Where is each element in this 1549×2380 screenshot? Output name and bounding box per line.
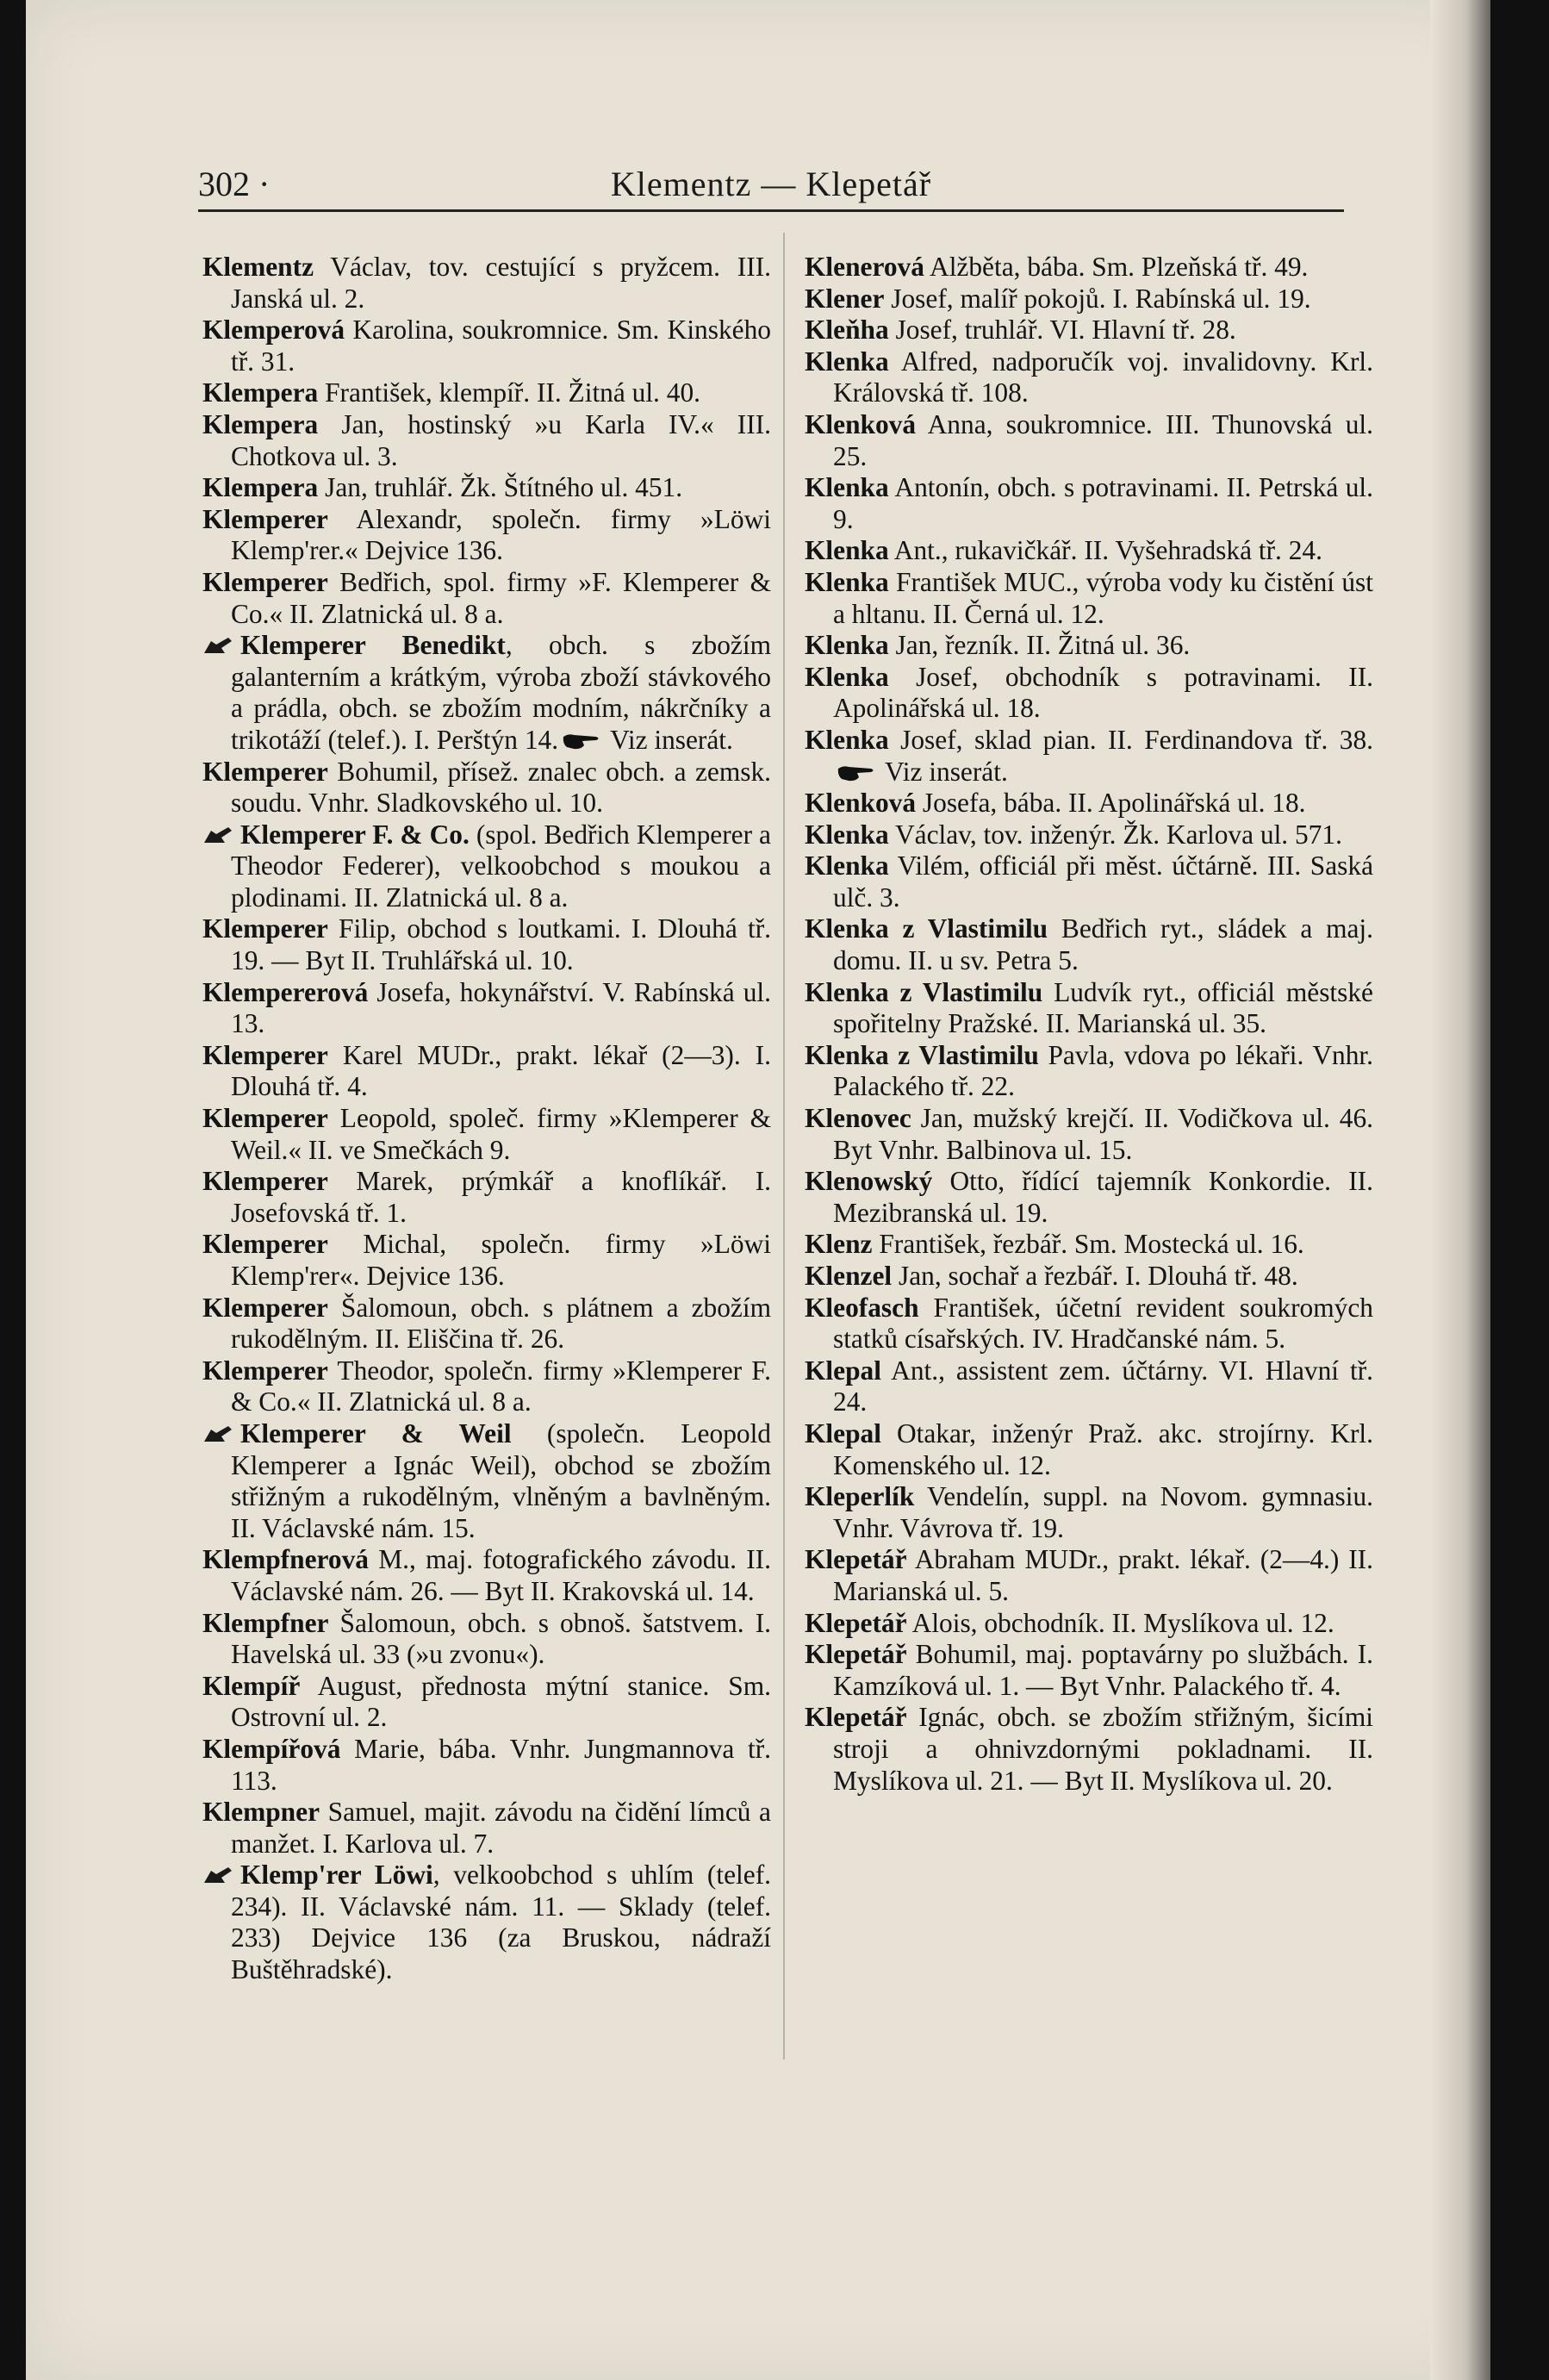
directory-entry xyxy=(202,1671,771,1734)
entry-name: Klenka xyxy=(805,724,889,755)
directory-entry xyxy=(202,1544,771,1607)
entry-name: Klempíř xyxy=(202,1670,301,1701)
directory-entry xyxy=(805,535,1373,567)
directory-entry xyxy=(202,630,771,756)
entry-details: Vendelín, suppl. na Novom. gymnasiu. Vnhr. Vávrova tř. 19. xyxy=(833,1481,1373,1543)
entry-name: Klemperová xyxy=(202,315,345,346)
column-gutter xyxy=(783,233,785,2059)
entry-details: Ant., assistent zem. účtárny. VI. Hlavní tř. 24. xyxy=(833,1355,1373,1417)
directory-entry xyxy=(805,662,1373,725)
entry-details: Filip, obchod s loutkami. I. Dlouhá tř. 19. — Byt II. Truhlářská ul. 10. xyxy=(231,913,771,976)
entry-details: František MUC., výroba vody ku čistění úst a hltanu. II. Černá ul. 12. xyxy=(833,566,1373,629)
directory-entry xyxy=(202,1229,771,1292)
directory-entry xyxy=(805,1293,1373,1355)
entry-name: Klenka xyxy=(805,472,889,503)
entry-name: Klepal xyxy=(805,1417,881,1449)
entry-details: Jan, sochař a řezbář. I. Dlouhá tř. 48. xyxy=(892,1261,1298,1291)
entry-details: (spol. Bedřich Klemperer a Theodor Federer), velkoobchod s moukou a plodinami. II. Zlatnická ul. 8 a. xyxy=(231,819,771,913)
entry-see-ad: Viz inserát. xyxy=(610,724,733,755)
directory-entry xyxy=(805,283,1373,315)
right-column xyxy=(805,252,1373,1797)
entry-details: (společn. Leopold Klemperer a Ignác Weil), obchod se zbožím střižným a rukodělným, vlněným a bavlněným. II. Václavské nám. 15. xyxy=(231,1417,771,1543)
entry-name: Klener xyxy=(805,283,885,314)
entry-details: František, klempíř. II. Žitná ul. 40. xyxy=(318,377,700,408)
directory-entry xyxy=(202,819,771,914)
entry-name: Klenka xyxy=(805,535,889,566)
directory-entry xyxy=(805,1481,1373,1544)
entry-details: Václav, tov. inženýr. Žk. Karlova ul. 571. xyxy=(888,819,1342,850)
entry-details: August, přednosta mýtní stanice. Sm. Ostrovní ul. 2. xyxy=(231,1670,771,1733)
directory-entry xyxy=(805,1261,1373,1293)
directory-entry xyxy=(202,757,771,819)
directory-entry xyxy=(805,1229,1373,1261)
entry-details: Vilém, officiál při měst. účtárně. III. Saská ulč. 3. xyxy=(833,850,1373,913)
directory-entry xyxy=(805,977,1373,1040)
left-column xyxy=(202,252,771,1986)
entry-details: Bohumil, maj. poptavárny po službách. I. Kamzíková ul. 1. — Byt Vnhr. Palackého tř. 4. xyxy=(833,1639,1373,1701)
entry-details: Michal, společn. firmy »Löwi Klemp'rer«. Dejvice 136. xyxy=(231,1229,771,1291)
directory-entry xyxy=(805,1418,1373,1481)
entry-name: Klenka xyxy=(805,819,889,850)
pointing-hand-icon xyxy=(202,636,235,657)
entry-details: Marie, bába. Vnhr. Jungmannova tř. 113. xyxy=(231,1733,771,1796)
entry-name: Klemperer xyxy=(202,1039,328,1070)
entry-name: Klemperer F. & Co. xyxy=(240,819,470,850)
entry-name: Klenz xyxy=(805,1229,873,1260)
entry-name: Klepetář xyxy=(805,1639,907,1670)
entry-name: Klenka xyxy=(805,566,889,597)
entry-name: Klemperer xyxy=(202,1292,328,1323)
entry-name: Klenzel xyxy=(805,1261,893,1291)
page-number: 302 · xyxy=(198,165,271,203)
entry-details: Jan, truhlář. Žk. Štítného ul. 451. xyxy=(318,472,683,503)
entry-name: Klempererová xyxy=(202,976,369,1007)
directory-entry xyxy=(805,1040,1373,1103)
entry-name: Klenková xyxy=(805,408,917,439)
entry-name: Klempera xyxy=(202,408,319,439)
pointing-hand-icon xyxy=(202,1424,235,1445)
directory-entry xyxy=(805,850,1373,913)
entry-details: Theodor, společn. firmy »Klemperer F. & Co.« II. Zlatnická ul. 8 a. xyxy=(231,1355,771,1417)
directory-entry xyxy=(202,1040,771,1103)
entry-details: Václav, tov. cestující s pryžcem. III. Janská ul. 2. xyxy=(231,252,771,314)
entry-name: Klepetář xyxy=(805,1702,907,1733)
directory-entry xyxy=(202,504,771,567)
directory-entry xyxy=(202,977,771,1040)
directory-entry xyxy=(805,913,1373,976)
directory-entry xyxy=(805,1639,1373,1702)
directory-entry xyxy=(805,788,1373,819)
entry-details: , obch. s zbožím galanterním a krátkým, výroba zboží stávkového a prádla, obch. se zbožím modním, nákrčníky a trikotáží (telef.). I. Perštýn 14. xyxy=(231,630,771,755)
entry-details: Josef, sklad pian. II. Ferdinandova tř. 38. xyxy=(888,724,1373,755)
entry-name: Klepetář xyxy=(805,1544,907,1575)
entry-name: Klemperer Benedikt xyxy=(240,630,506,661)
entry-name: Klenowský xyxy=(805,1166,933,1197)
entry-name: Klempera xyxy=(202,377,319,408)
header-rule xyxy=(198,209,1344,212)
entry-name: Klenerová xyxy=(805,252,924,282)
directory-entry xyxy=(805,315,1373,346)
pointing-hand-icon xyxy=(202,1866,235,1886)
entry-name: Klenka z Vlastimilu xyxy=(805,913,1048,944)
entry-details: Ant., rukavičkář. II. Vyšehradská tř. 24. xyxy=(888,535,1322,566)
entry-details: Jan, řezník. II. Žitná ul. 36. xyxy=(888,630,1191,661)
entry-details: Bedřich, spol. firmy »F. Klemperer & Co.« II. Zlatnická ul. 8 a. xyxy=(231,566,771,629)
directory-entry xyxy=(202,252,771,315)
entry-name: Kleňha xyxy=(805,315,889,346)
directory-entry xyxy=(202,377,771,409)
directory-entry xyxy=(202,1355,771,1418)
entry-details: Marek, prýmkář a knoflíkář. I. Josefovská tř. 1. xyxy=(231,1166,771,1228)
pointing-finger-icon xyxy=(562,732,601,751)
entry-details: Bohumil, přísež. znalec obch. a zemsk. soudu. Vnhr. Sladkovského ul. 10. xyxy=(231,756,771,819)
entry-details: Josefa, hokynářství. V. Rabínská ul. 13. xyxy=(231,976,771,1039)
entry-name: Klenka xyxy=(805,850,889,882)
entry-name: Klenková xyxy=(805,788,917,819)
directory-entry xyxy=(202,1293,771,1355)
entry-details: Bedřich ryt., sládek a maj. domu. II. u sv. Petra 5. xyxy=(833,913,1373,976)
entry-name: Klepal xyxy=(805,1355,881,1386)
entry-details: Josef, malíř pokojů. I. Rabínská ul. 19. xyxy=(884,283,1311,314)
directory-entry xyxy=(805,252,1373,283)
directory-entry xyxy=(805,1702,1373,1797)
directory-entry xyxy=(805,1166,1373,1229)
entry-name: Klempfnerová xyxy=(202,1544,369,1575)
directory-entry xyxy=(202,1418,771,1544)
pointing-finger-icon xyxy=(837,763,876,782)
directory-entry xyxy=(202,1860,771,1985)
entry-details: Ignác, obch. se zbožím střižným, šicími stroji a ohnivzdornými pokladnami. II. Myslíkova ul. 21. — Byt II. Myslíkova ul. 20. xyxy=(833,1702,1373,1796)
entry-name: Klempner xyxy=(202,1797,320,1828)
entry-details: Abraham MUDr., prakt. lékař. (2—4.) II. Marianská ul. 5. xyxy=(833,1544,1373,1606)
entry-details: Leopold, společ. firmy »Klemperer & Weil.« II. ve Smečkách 9. xyxy=(231,1103,771,1165)
entry-details: Otto, řídící tajemník Konkordie. II. Mezibranská ul. 19. xyxy=(833,1166,1373,1228)
entry-details: Josefa, bába. II. Apolinářská ul. 18. xyxy=(916,788,1306,819)
entry-name: Klemperer xyxy=(202,1166,328,1197)
entry-details: Anna, soukromnice. III. Thunovská ul. 25. xyxy=(833,408,1373,471)
entry-details: Jan, hostinský »u Karla IV.« III. Chotkova ul. 3. xyxy=(231,408,771,471)
entry-name: Klemperer xyxy=(202,503,328,534)
entry-details: M., maj. fotografického závodu. II. Václavské nám. 26. — Byt II. Krakovská ul. 14. xyxy=(231,1544,771,1606)
entry-name: Klenka xyxy=(805,661,889,692)
entry-name: Klenovec xyxy=(805,1103,911,1134)
entry-details: Karel MUDr., prakt. lékař (2—3). I. Dlouhá tř. 4. xyxy=(231,1039,771,1102)
entry-name: Klempfner xyxy=(202,1607,329,1638)
entry-name: Klemperer & Weil xyxy=(240,1417,512,1449)
directory-entry xyxy=(202,567,771,630)
entry-details: Antonín, obch. s potravinami. II. Petrská ul. 9. xyxy=(833,472,1373,534)
entry-details: , velkoobchod s uhlím (telef. 234). II. Václavské nám. 11. — Sklady (telef. 233) Dejvice 136 (za Bruskou, nádraží Buštěhradské). xyxy=(231,1860,771,1985)
directory-entry xyxy=(202,913,771,976)
entry-details: Josef, truhlář. VI. Hlavní tř. 28. xyxy=(888,315,1236,346)
entry-details: Alois, obchodník. II. Myslíkova ul. 12. xyxy=(906,1607,1334,1638)
directory-entry xyxy=(202,1608,771,1671)
directory-entry xyxy=(805,1608,1373,1640)
directory-entry xyxy=(202,472,771,504)
entry-name: Klemperer xyxy=(202,1229,328,1260)
entry-name: Klemp'rer Löwi xyxy=(240,1860,433,1891)
running-title: Klementz — Klepetář xyxy=(610,165,932,203)
entry-see-ad: Viz inserát. xyxy=(885,756,1008,787)
entry-details: Alexandr, společn. firmy »Löwi Klemp'rer.« Dejvice 136. xyxy=(231,503,771,566)
entry-name: Kleofasch xyxy=(805,1292,919,1323)
entry-details: Josef, obchodník s potravinami. II. Apolinářská ul. 18. xyxy=(833,661,1373,724)
directory-entry xyxy=(805,409,1373,472)
entry-details: Samuel, majit. závodu na čidění límců a manžet. I. Karlova ul. 7. xyxy=(231,1797,771,1859)
pointing-hand-icon xyxy=(202,826,235,846)
directory-entry xyxy=(805,725,1373,788)
entry-details: Alfred, nadporučík voj. invalidovny. Krl. Královská tř. 108. xyxy=(833,346,1373,408)
directory-entry xyxy=(202,1166,771,1229)
directory-entry xyxy=(805,630,1373,662)
entry-details: Otakar, inženýr Praž. akc. strojírny. Krl. Komenského ul. 12. xyxy=(833,1417,1373,1480)
entry-details: František, účetní revident soukromých statků císařských. IV. Hradčanské nám. 5. xyxy=(833,1292,1373,1355)
directory-entry xyxy=(202,409,771,472)
page-edge-shadow xyxy=(1430,0,1490,2380)
entry-details: Šalomoun, obch. s obnoš. šatstvem. I. Havelská ul. 33 (»u zvonu«). xyxy=(231,1607,771,1670)
entry-details: Ludvík ryt., officiál městské spořitelny Pražské. II. Marianská ul. 35. xyxy=(833,976,1373,1039)
directory-entry xyxy=(202,1734,771,1797)
entry-name: Kleperlík xyxy=(805,1481,915,1512)
entry-name: Klempířová xyxy=(202,1733,341,1764)
directory-entry xyxy=(805,1103,1373,1166)
entry-name: Klemperer xyxy=(202,756,328,787)
directory-entry xyxy=(805,1544,1373,1607)
entry-name: Klemperer xyxy=(202,913,328,944)
entry-name: Klempera xyxy=(202,472,319,503)
entry-name: Klenka xyxy=(805,630,889,661)
directory-entry xyxy=(805,1355,1373,1418)
directory-entry xyxy=(805,472,1373,535)
directory-entry xyxy=(202,315,771,377)
entry-details: František, řezbář. Sm. Mostecká ul. 16. xyxy=(872,1229,1304,1260)
directory-entry xyxy=(202,1103,771,1166)
entry-name: Klementz xyxy=(202,252,314,282)
directory-entry xyxy=(805,819,1373,851)
entry-name: Klenka z Vlastimilu xyxy=(805,1039,1039,1070)
entry-details: Šalomoun, obch. s plátnem a zbožím rukodělným. II. Eliščina tř. 26. xyxy=(231,1292,771,1355)
entry-name: Klemperer xyxy=(202,566,328,597)
entry-name: Klemperer xyxy=(202,1103,328,1134)
entry-name: Klepetář xyxy=(805,1607,907,1638)
entry-name: Klenka z Vlastimilu xyxy=(805,976,1043,1007)
entry-name: Klemperer xyxy=(202,1355,328,1386)
directory-page xyxy=(26,0,1490,2380)
directory-entry xyxy=(202,1797,771,1860)
directory-entry xyxy=(805,346,1373,409)
entry-details: Pavla, vdova po lékaři. Vnhr. Palackého tř. 22. xyxy=(833,1039,1373,1102)
entry-details: Alžběta, bába. Sm. Plzeňská tř. 49. xyxy=(924,252,1309,282)
entry-name: Klenka xyxy=(805,346,889,377)
directory-entry xyxy=(805,567,1373,630)
page-header xyxy=(198,164,1344,210)
entry-details: Karolina, soukromnice. Sm. Kinského tř. 31. xyxy=(231,315,771,377)
entry-details: Jan, mužský krejčí. II. Vodičkova ul. 46. Byt Vnhr. Balbinova ul. 15. xyxy=(833,1103,1373,1165)
